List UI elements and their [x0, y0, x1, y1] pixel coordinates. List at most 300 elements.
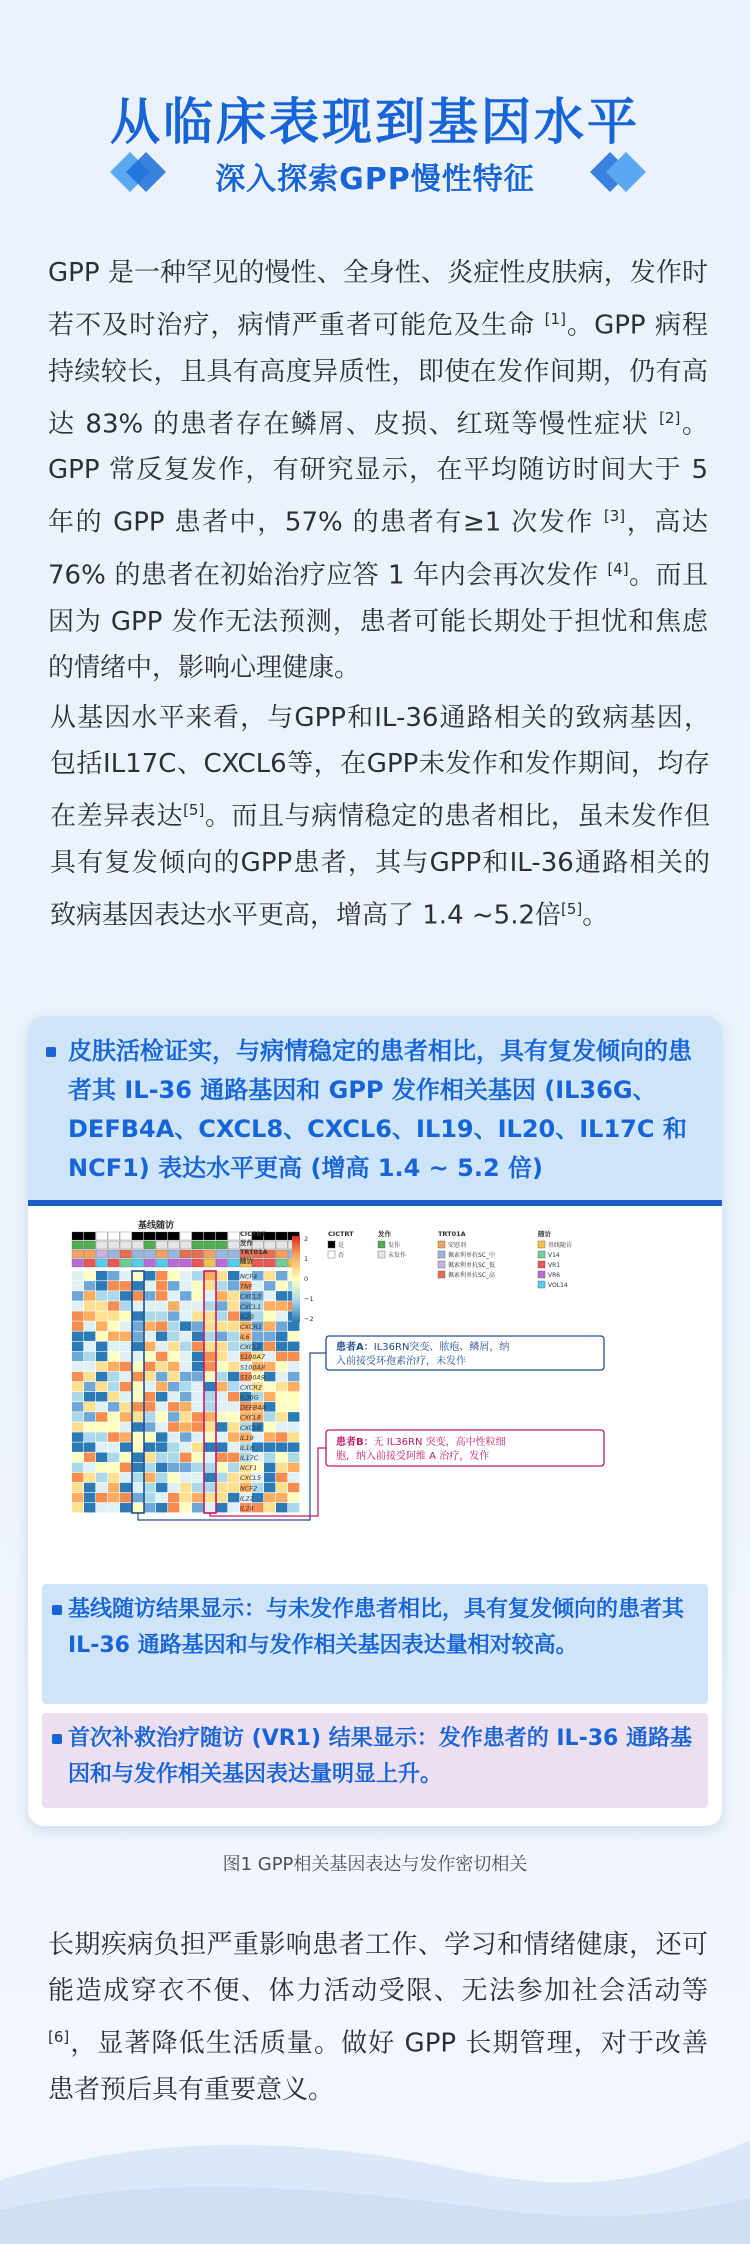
annotation-cell: [108, 1232, 119, 1240]
heatmap-cell: [144, 1432, 155, 1441]
heatmap-cell: [276, 1392, 287, 1401]
heatmap-cell: [180, 1321, 191, 1330]
heatmap-cell: [144, 1271, 155, 1280]
heatmap-cell: [192, 1342, 203, 1351]
reference-link[interactable]: [6]: [48, 2028, 70, 2046]
annotation-row-label: CICTRT: [240, 1230, 266, 1238]
heatmap-cell: [144, 1352, 155, 1361]
heatmap-cell: [228, 1412, 239, 1421]
heatmap-cell: [96, 1311, 107, 1320]
legend-item: 未发作: [388, 1252, 407, 1259]
gene-label: S100A9: [240, 1373, 266, 1382]
heatmap-cell: [204, 1311, 215, 1320]
heatmap-cell: [96, 1281, 107, 1290]
heatmap-cell: [144, 1442, 155, 1451]
heatmap-cell: [132, 1321, 143, 1330]
heatmap-cell: [276, 1332, 287, 1341]
reference-link[interactable]: [5]: [561, 899, 583, 918]
wave-decoration: [0, 2110, 750, 2244]
heatmap-cell: [72, 1493, 83, 1502]
heatmap-cell: [84, 1332, 95, 1341]
text-run: 。而且与病情稳定的患者相比，虽未发作但具有复发倾向的GPP患者，其与GPP和IL-36通路相关的致病基因表达水平更高，增高了 1.4 ~5.2倍: [50, 801, 710, 931]
heatmap-cell: [192, 1503, 203, 1512]
heatmap-cell: [108, 1392, 119, 1401]
heatmap-title: 基线随访: [137, 1221, 175, 1231]
heatmap-cell: [180, 1311, 191, 1320]
heatmap-cell: [288, 1372, 299, 1381]
heatmap-cell: [84, 1442, 95, 1451]
heatmap-cell: [168, 1422, 179, 1431]
heatmap-cell: [204, 1281, 215, 1290]
heatmap-cell: [168, 1392, 179, 1401]
heatmap-cell: [216, 1473, 227, 1482]
heatmap-cell: [132, 1372, 143, 1381]
heatmap-cell: [108, 1503, 119, 1512]
text-run: 。GPP 常反复发作，有研究显示，在平均随访时间大于 5 年的 GPP 患者中，57% 的患者有≥1 次发作: [48, 409, 708, 538]
heatmap-cell: [216, 1453, 227, 1462]
heatmap-cell: [180, 1372, 191, 1381]
heatmap-cell: [264, 1342, 275, 1351]
heatmap-cell: [228, 1291, 239, 1300]
heatmap-cell: [108, 1483, 119, 1492]
heatmap-cell: [192, 1422, 203, 1431]
heatmap-cell: [156, 1281, 167, 1290]
heatmap-cell: [132, 1301, 143, 1310]
heatmap-cell: [120, 1392, 131, 1401]
heatmap-cell: [72, 1342, 83, 1351]
gene-label: S100A8: [240, 1363, 266, 1372]
annotation-cell: [204, 1232, 215, 1240]
heatmap-cell: [96, 1493, 107, 1502]
heatmap-cell: [180, 1392, 191, 1401]
heatmap-cell: [108, 1301, 119, 1310]
patient-b-note: [336, 1435, 506, 1448]
heatmap-cell: [228, 1442, 239, 1451]
legend-swatch: [538, 1281, 545, 1288]
heatmap-cell: [204, 1332, 215, 1341]
diamond-decoration-icon: [588, 150, 648, 194]
annotation-cell: [84, 1232, 95, 1240]
heatmap-cell: [96, 1422, 107, 1431]
heatmap-cell: [264, 1271, 275, 1280]
heatmap-cell: [120, 1473, 131, 1482]
vr1-result-callout: [42, 1713, 708, 1808]
heatmap-cell: [156, 1442, 167, 1451]
heatmap-cell: [120, 1493, 131, 1502]
scale-tick: −2: [304, 1315, 314, 1323]
heatmap-cell: [192, 1442, 203, 1451]
figure-summary: 皮肤活检证实，与病情稳定的患者相比，具有复发倾向的患者其 IL-36 通路基因和 GPP 发作相关基因 (IL36G、DEFB4A、CXCL8、CXCL6、IL19、IL20、IL17C 和 NCF1) 表达水平更高 (增高 1.4 ~ 5.2 倍): [68, 1037, 692, 1182]
annotation-cell: [180, 1259, 191, 1267]
heatmap-cell: [264, 1503, 275, 1512]
heatmap-cell: [180, 1493, 191, 1502]
heatmap-cell: [180, 1362, 191, 1371]
heatmap-cell: [216, 1402, 227, 1411]
intro-paragraph: [48, 250, 708, 691]
heatmap-cell: [72, 1392, 83, 1401]
heatmap-cell: [276, 1291, 287, 1300]
gene-label: CXCL6: [240, 1423, 262, 1432]
heatmap-cell: [96, 1453, 107, 1462]
annotation-cell: [132, 1250, 143, 1258]
reference-link[interactable]: [1]: [544, 310, 566, 328]
heatmap-cell: [72, 1463, 83, 1472]
heatmap-cell: [84, 1281, 95, 1290]
heatmap-cell: [204, 1422, 215, 1431]
legend-title: 发作: [378, 1230, 391, 1238]
heatmap-cell: [132, 1352, 143, 1361]
heatmap-cell: [168, 1301, 179, 1310]
heatmap-cell: [180, 1463, 191, 1472]
heatmap-cell: [204, 1432, 215, 1441]
heatmap-cell: [120, 1422, 131, 1431]
heatmap-cell: [228, 1321, 239, 1330]
reference-link[interactable]: [2]: [659, 408, 681, 427]
heatmap-cell: [288, 1382, 299, 1391]
heatmap-cell: [276, 1473, 287, 1482]
scale-tick: 0: [304, 1275, 309, 1283]
heatmap-cell: [276, 1372, 287, 1381]
heatmap-cell: [168, 1473, 179, 1482]
heatmap-cell: [192, 1281, 203, 1290]
heatmap-cell: [192, 1473, 203, 1482]
heatmap-cell: [192, 1301, 203, 1310]
heatmap-cell: [192, 1382, 203, 1391]
heatmap-cell: [72, 1483, 83, 1492]
heatmap-cell: [132, 1503, 143, 1512]
patient-a-text-line2: 入前接受环孢素治疗，未发作: [336, 1356, 466, 1367]
heatmap-cell: [120, 1382, 131, 1391]
heatmap-cell: [84, 1453, 95, 1462]
legend-item: V14: [548, 1252, 560, 1259]
annotation-cell: [252, 1259, 263, 1267]
annotation-cell: [216, 1232, 227, 1240]
heatmap-cell: [216, 1463, 227, 1472]
heatmap-cell: [204, 1493, 215, 1502]
gene-label: NCF1: [240, 1464, 258, 1473]
heatmap-cell: [120, 1372, 131, 1381]
heatmap-cell: [108, 1372, 119, 1381]
bullet-icon: [52, 1605, 62, 1615]
heatmap-cell: [180, 1382, 191, 1391]
heatmap-cell: [108, 1271, 119, 1280]
annotation-cell: [144, 1250, 155, 1258]
heatmap-cell: [204, 1453, 215, 1462]
heatmap-cell: [288, 1342, 299, 1351]
heatmap-cell: [264, 1473, 275, 1482]
legend-item: 否: [338, 1252, 345, 1259]
heatmap-cell: [216, 1422, 227, 1431]
heatmap-cell: [132, 1311, 143, 1320]
heatmap-cell: [288, 1473, 299, 1482]
heatmap-cell: [180, 1402, 191, 1411]
heatmap-cell: [120, 1432, 131, 1441]
heatmap-cell: [132, 1483, 143, 1492]
heatmap-cell: [120, 1332, 131, 1341]
heatmap-cell: [216, 1291, 227, 1300]
annotation-cell: [192, 1232, 203, 1240]
heatmap-cell: [204, 1503, 215, 1512]
heatmap-cell: [132, 1412, 143, 1421]
patient-b-text: 无 IL36RN 突变，高中性粒细: [373, 1437, 506, 1448]
reference-link[interactable]: [4]: [607, 559, 629, 578]
heatmap-cell: [96, 1301, 107, 1310]
heatmap-cell: [168, 1453, 179, 1462]
heatmap-cell: [108, 1362, 119, 1371]
text-run: 长期疾病负担严重影响患者工作、学习和情绪健康，还可能造成穿衣不便、体力活动受限、无法参加社会活动等: [48, 1930, 708, 2006]
heatmap-cell: [132, 1332, 143, 1341]
heatmap-cell: [132, 1493, 143, 1502]
legend-item: VR6: [548, 1272, 561, 1279]
heatmap-cell: [120, 1453, 131, 1462]
heatmap-cell: [156, 1291, 167, 1300]
heatmap-cell: [216, 1503, 227, 1512]
heatmap-cell: [144, 1453, 155, 1462]
heatmap-cell: [216, 1412, 227, 1421]
heatmap-cell: [84, 1402, 95, 1411]
heatmap-cell: [156, 1342, 167, 1351]
annotation-cell: [228, 1241, 239, 1249]
annotation-cell: [180, 1241, 191, 1249]
gene-label: CXCL1: [240, 1302, 262, 1311]
annotation-cell: [276, 1250, 287, 1258]
scale-tick: 2: [304, 1235, 309, 1243]
heatmap-cell: [180, 1503, 191, 1512]
annotation-cell: [120, 1259, 131, 1267]
heatmap-cell: [204, 1271, 215, 1280]
heatmap-cell: [96, 1473, 107, 1482]
heatmap-cell: [96, 1352, 107, 1361]
heatmap-cell: [180, 1342, 191, 1351]
heatmap-cell: [252, 1281, 263, 1290]
heatmap-cell: [144, 1362, 155, 1371]
heatmap-cell: [156, 1321, 167, 1330]
color-scale-bar: [292, 1236, 300, 1322]
heatmap-cell: [156, 1372, 167, 1381]
heatmap-cell: [84, 1301, 95, 1310]
annotation-cell: [84, 1241, 95, 1249]
heatmap-cell: [156, 1402, 167, 1411]
heatmap-cell: [180, 1432, 191, 1441]
heatmap-cell: [204, 1321, 215, 1330]
annotation-cell: [180, 1232, 191, 1240]
heatmap-cell: [264, 1432, 275, 1441]
legend-item: VOL14: [548, 1282, 568, 1289]
annotation-cell: [120, 1250, 131, 1258]
annotation-cell: [72, 1250, 83, 1258]
annotation-cell: [204, 1241, 215, 1249]
gene-label: CXCL5: [240, 1474, 262, 1483]
figure-card-header: [28, 1016, 722, 1206]
heatmap-cell: [96, 1402, 107, 1411]
annotation-cell: [204, 1259, 215, 1267]
gene-label: IL18: [240, 1443, 254, 1452]
heatmap-cell: [96, 1412, 107, 1421]
heatmap-cell: [228, 1463, 239, 1472]
heatmap-cell: [168, 1311, 179, 1320]
heatmap-cell: [228, 1372, 239, 1381]
heatmap-cell: [264, 1453, 275, 1462]
annotation-cell: [84, 1259, 95, 1267]
heatmap-cell: [264, 1352, 275, 1361]
annotation-cell: [168, 1250, 179, 1258]
heatmap-legends: [328, 1229, 572, 1289]
patient-b-label: 患者B：: [336, 1437, 374, 1448]
legend-item: VR1: [548, 1262, 561, 1269]
heatmap-cell: [288, 1402, 299, 1411]
annotation-cell: [168, 1241, 179, 1249]
heatmap-cell: [156, 1352, 167, 1361]
heatmap-cell: [264, 1311, 275, 1320]
reference-link[interactable]: [3]: [603, 507, 626, 526]
heatmap-cell: [276, 1442, 287, 1451]
gene-label: IL17C: [240, 1454, 259, 1463]
heatmap-cell: [168, 1332, 179, 1341]
heatmap-cell: [144, 1503, 155, 1512]
heatmap-cell: [288, 1442, 299, 1451]
heatmap-cell: [72, 1402, 83, 1411]
scale-tick: 1: [304, 1255, 309, 1263]
heatmap-cell: [120, 1321, 131, 1330]
legend-item: 佩索利单抗SC_低: [448, 1262, 495, 1269]
heatmap-cell: [216, 1372, 227, 1381]
annotation-cell: [144, 1232, 155, 1240]
annotation-cell: [132, 1232, 143, 1240]
annotation-cell: [72, 1259, 83, 1267]
heatmap-cell: [72, 1301, 83, 1310]
heatmap-cell: [156, 1503, 167, 1512]
heatmap-cell: [84, 1352, 95, 1361]
heatmap-cell: [204, 1382, 215, 1391]
heatmap-cell: [192, 1453, 203, 1462]
gene-label: CXCL3: [240, 1292, 262, 1301]
heatmap-cell: [108, 1332, 119, 1341]
heatmap-cell: [216, 1321, 227, 1330]
heatmap-cell: [156, 1453, 167, 1462]
gene-label: DEFB4A: [240, 1403, 266, 1412]
heatmap-cell: [120, 1281, 131, 1290]
heatmap-cell: [144, 1402, 155, 1411]
gene-label: NCF4: [240, 1272, 258, 1281]
heatmap-cell: [264, 1281, 275, 1290]
heatmap-cell: [108, 1463, 119, 1472]
heatmap-cell: [228, 1382, 239, 1391]
annotation-row-label: 随访: [240, 1257, 253, 1265]
annotation-cell: [228, 1232, 239, 1240]
heatmap-cell: [276, 1301, 287, 1310]
heatmap-cell: [216, 1483, 227, 1492]
baseline-result-text: [68, 1592, 698, 1664]
heatmap-cell: [72, 1332, 83, 1341]
heatmap-cell: [228, 1311, 239, 1320]
heatmap-cell: [156, 1311, 167, 1320]
heatmap-cell: [180, 1473, 191, 1482]
heatmap-cell: [276, 1342, 287, 1351]
heatmap-cell: [228, 1352, 239, 1361]
heatmap-cell: [288, 1321, 299, 1330]
heatmap-cell: [132, 1473, 143, 1482]
heatmap-cell: [216, 1311, 227, 1320]
heatmap-cell: [84, 1271, 95, 1280]
patient-a-text: IL36RN突变、脓疱、鳞屑，纳: [373, 1342, 510, 1353]
annotation-cell: [192, 1259, 203, 1267]
heatmap-cell: [132, 1442, 143, 1451]
heatmap-cell: [276, 1382, 287, 1391]
heatmap-cell: [168, 1362, 179, 1371]
heatmap-cell: [228, 1432, 239, 1441]
heatmap-cell: [192, 1321, 203, 1330]
annotation-cell: [108, 1259, 119, 1267]
heatmap-cell: [276, 1503, 287, 1512]
heatmap-cell: [72, 1321, 83, 1330]
heatmap-cell: [216, 1332, 227, 1341]
gene-label: CXCL2: [240, 1343, 262, 1352]
heatmap-cell: [72, 1412, 83, 1421]
burden-paragraph: [48, 1922, 708, 2113]
heatmap-cell: [132, 1432, 143, 1441]
heatmap-cell: [204, 1291, 215, 1300]
heatmap-cell: [228, 1342, 239, 1351]
gene-label: IL6: [240, 1333, 250, 1342]
heatmap-cell: [192, 1271, 203, 1280]
heatmap-cell: [204, 1342, 215, 1351]
heatmap-cell: [156, 1362, 167, 1371]
heatmap-cell: [168, 1493, 179, 1502]
heatmap-cell: [228, 1362, 239, 1371]
heatmap-cell: [288, 1453, 299, 1462]
annotation-cell: [132, 1259, 143, 1267]
heatmap-cell: [276, 1402, 287, 1411]
annotation-cell: [108, 1250, 119, 1258]
heatmap-cell: [216, 1362, 227, 1371]
legend-swatch: [538, 1251, 545, 1258]
heatmap-cell: [264, 1493, 275, 1502]
legend-title: 随访: [538, 1230, 551, 1238]
reference-link[interactable]: [5]: [183, 801, 205, 819]
heatmap-cell: [192, 1402, 203, 1411]
heatmap-cell: [276, 1422, 287, 1431]
heatmap-cell: [96, 1503, 107, 1512]
heatmap-cell: [204, 1392, 215, 1401]
heatmap-cell: [252, 1332, 263, 1341]
heatmap-cell: [108, 1493, 119, 1502]
heatmap-cell: [276, 1271, 287, 1280]
heatmap-cell: [204, 1362, 215, 1371]
heatmap-cell: [180, 1281, 191, 1290]
heatmap-cell: [228, 1402, 239, 1411]
heatmap-cell: [120, 1301, 131, 1310]
heatmap-cell: [120, 1402, 131, 1411]
legend-swatch: [438, 1241, 445, 1248]
heatmap-cell: [276, 1453, 287, 1462]
heatmap-cell: [72, 1453, 83, 1462]
heatmap-cell: [216, 1432, 227, 1441]
heatmap-cell: [144, 1382, 155, 1391]
gene-label: CXCR2: [240, 1383, 263, 1392]
heatmap-cell: [168, 1342, 179, 1351]
heatmap-cell: [168, 1382, 179, 1391]
heatmap-cell: [288, 1392, 299, 1401]
annotation-row-label: TRT01A: [240, 1248, 268, 1256]
annotation-cell: [144, 1259, 155, 1267]
heatmap-cell: [132, 1463, 143, 1472]
heatmap-cell: [120, 1412, 131, 1421]
figure-caption: 图1 GPP相关基因表达与发作密切相关: [222, 1854, 528, 1875]
heatmap-cell: [276, 1352, 287, 1361]
heatmap-cell: [144, 1301, 155, 1310]
legend-item: 佩索利单抗SC_高: [448, 1272, 495, 1279]
annotation-cell: [264, 1232, 275, 1240]
